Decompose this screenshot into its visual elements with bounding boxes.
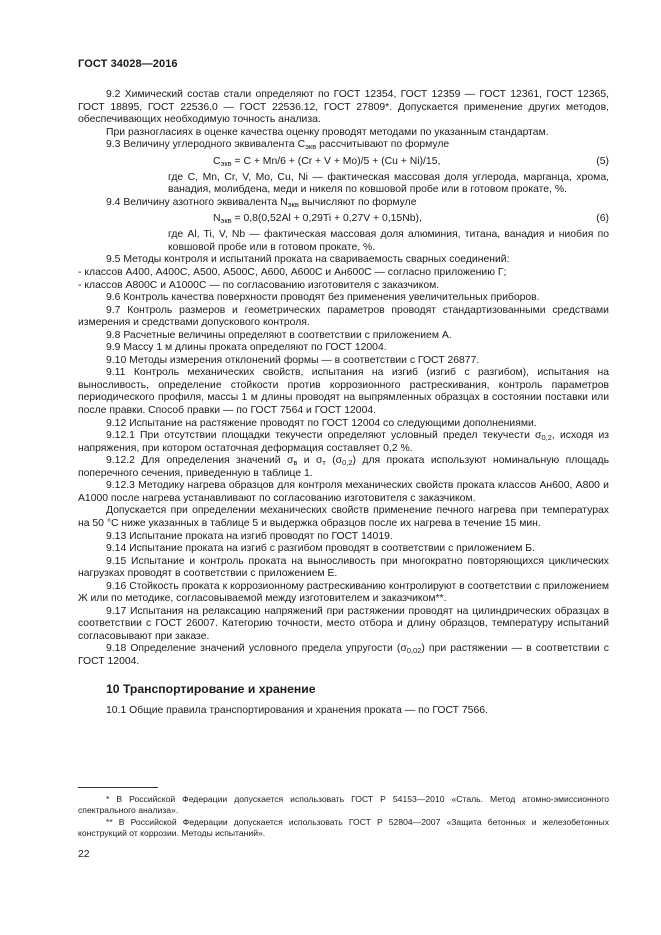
formula-6-definitions: где Al, Ti, V, Nb — фактическая массовая доля алюминия, титана, ванадия и ниобия по ковшовой пробе или в готовом прокате, %.	[168, 229, 609, 253]
formula-5-expression: $С_{экв} = C + Mn/6 + (Cr + V + Mo)/5 + (Cu + Ni)/15$,	[213, 155, 441, 168]
paragraph-9-16: 9.16 Стойкость проката к коррозионному растрескиванию контролируют в соответствии с приложением Ж или по методике, согласовываемой между изготовителем и заказчиком**.	[78, 580, 609, 605]
paragraph-9-12-3: 9.12.3 Методику нагрева образцов для контроля механических свойств проката классов Ан600, А800 и А1000 после нагрева устанавливают по согласованию изготовителя с заказчиком.	[78, 480, 609, 504]
paragraph-9-13: 9.13 Испытание проката на изгиб проводят по ГОСТ 14019.	[106, 530, 393, 542]
document-header-code: ГОСТ 34028—2016	[78, 58, 178, 70]
footnote-divider	[78, 787, 158, 788]
paragraph-9-12: 9.12 Испытание на растяжение проводят по ГОСТ 12004 со следующими дополнениями.	[106, 417, 537, 429]
paragraph-9-18: 9.18 Определение значений условного предела упругости $(\sigma_{0,02})$ при растяжении — в соответствии с ГОСТ 12004.	[78, 643, 609, 667]
formula-6-expression: $N_{экв} = 0,8(0,52Al + 0,29Ti + 0,27V + 0,15Nb)$,	[213, 213, 422, 226]
formula-5-definitions: где C, Mn, Cr, V, Mo, Cu, Ni — фактическая массовая доля углерода, марганца, хрома, ванадия, молибдена, меди и никеля по ковшовой пробе или в готовом прокате, %.	[168, 171, 609, 196]
list-item: - классов А800С и А1000С — по согласованию изготовителя с заказчиком.	[78, 279, 440, 291]
paragraph-9-2-note: При разногласиях в оценке качества оценку проводят методами по указанным стандартам.	[106, 126, 549, 138]
paragraph-9-2: 9.2 Химический состав стали определяют по ГОСТ 12354, ГОСТ 12359 — ГОСТ 12361, ГОСТ 12365, ГОСТ 18895, ГОСТ 22536.0 — ГОСТ 22536.12, ГОСТ 27809*. Допускается применение других методов, обеспечивающих необходимую точность анализа.	[78, 89, 609, 126]
paragraph-9-12-1: 9.12.1 При отсутствии площадки текучести определяют условный предел текучести $\sigma_{0,2}$, исходя из напряжения, при котором остаточная деформация составляет 0,2 %.	[78, 430, 610, 454]
formula-5	[78, 155, 609, 169]
paragraph-9-3: 9.3 Величину углеродного эквивалента $С_{экв}$ рассчитывают по формуле	[106, 139, 450, 152]
paragraph-9-5: 9.5 Методы контроля и испытаний проката на свариваемость сварных соединений:	[106, 254, 510, 266]
paragraph-9-17: 9.17 Испытания на релаксацию напряжений при растяжении проводят на цилиндрических образцах в соответствии с ГОСТ 26007. Категорию точности, место отбора и длину образцов, температуру испытаний согласовывают при заказе.	[78, 605, 609, 642]
document-body	[78, 89, 609, 718]
formula-6-number: (6)	[596, 213, 609, 225]
paragraph-9-4: 9.4 Величину азотного эквивалента $N_{экв}$ вычисляют по формуле	[106, 196, 417, 209]
paragraph-9-12-2: 9.12.2 Для определения значений $\sigma_в$ и $\sigma_т$ $(\sigma_{0,2})$ для проката используют номинальную площадь поперечного сечения, приведенную в таблице 1.	[78, 455, 609, 479]
paragraph-9-7: 9.7 Контроль размеров и геометрических параметров проводят стандартизованными средствами измерения и средствами допускового контроля.	[78, 304, 609, 329]
footnotes	[78, 794, 609, 840]
formula-5-number: (5)	[596, 155, 609, 167]
formula-6	[78, 212, 609, 226]
page-number: 22	[78, 849, 90, 860]
paragraph-9-15: 9.15 Испытание и контроль проката на выносливость при многократно повторяющихся циклических нагрузках проводят в соответствии с приложением Е.	[78, 555, 609, 580]
paragraph-10-1: 10.1 Общие правила транспортирования и хранения проката — по ГОСТ 7566.	[106, 705, 488, 717]
paragraph-9-14: 9.14 Испытание проката на изгиб с разгибом проводят в соответствии с приложением Б.	[106, 543, 536, 555]
paragraph-9-11: 9.11 Контроль механических свойств, испытания на изгиб (изгиб с разгибом), испытания на выносливость, определение стойкости против коррозионного растрескивания, контроль параметров периодического профиля, массы 1 м длины проводят на выпрямленных образцах в состоянии поставки или после правки. Способ правки — по ГОСТ 7564 и ГОСТ 12004.	[78, 367, 609, 417]
paragraph-9-6: 9.6 Контроль качества поверхности проводят без применения увеличительных приборов.	[106, 292, 540, 304]
paragraph-9-8: 9.8 Расчетные величины определяют в соответствии с приложением А.	[106, 329, 452, 341]
section-title: 10 Транспортирование и хранение	[106, 681, 316, 696]
paragraph-9-9: 9.9 Массу 1 м длины проката определяют по ГОСТ 12004.	[106, 342, 387, 354]
footnote: ** В Российской Федерации допускается использовать ГОСТ Р 52804—2007 «Защита бетонных и железобетонных конструкций от коррозии. Методы испытаний».	[78, 817, 609, 838]
list-item: - классов А400, А400С, А500, А500С, А600, А600С и Ан600С — согласно приложению Г;	[78, 267, 507, 279]
paragraph-9-12-3-note: Допускается при определении механических свойств применение печного нагрева при температурах на 50 °С ниже указанных в таблице 5 и выдержка образцов после их нагрева в течение 15 мин.	[78, 505, 609, 529]
paragraph-9-10: 9.10 Методы измерения отклонений формы — в соответствии с ГОСТ 26877.	[106, 354, 480, 366]
footnote: * В Российской Федерации допускается использовать ГОСТ Р 54153—2010 «Сталь. Метод атомно-эмиссионного спектрального анализа».	[78, 794, 609, 815]
